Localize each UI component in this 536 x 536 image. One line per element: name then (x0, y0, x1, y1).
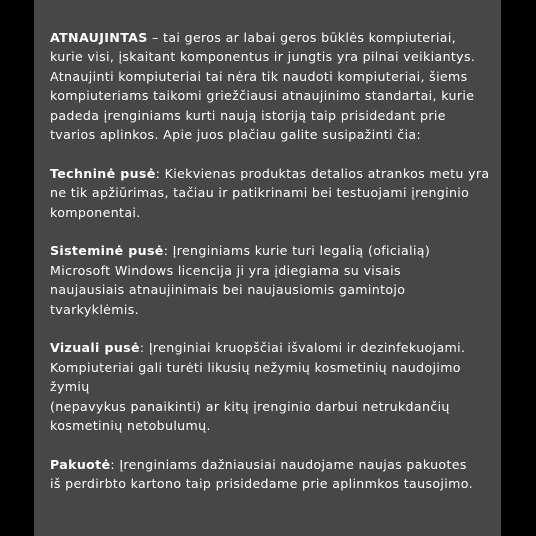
vizuali-puse-heading: Vizuali pusė (50, 340, 140, 356)
text-line: naujausiais atnaujinimais bei naujausiomis gamintojo (50, 282, 406, 298)
text-line: (nepavykus panaikinti) ar kitų įrenginio darbui netrukdančių (50, 398, 450, 414)
description-panel (34, 0, 501, 536)
systemine-puse-heading: Sisteminė pusė (50, 243, 164, 259)
text-span: : Kiekvienas produktas detalios atrankos metu yra (155, 165, 490, 181)
technical-paragraph (50, 164, 491, 222)
text-line: Microsoft Windows licencija ji yra įdiegiama su visais (50, 262, 401, 278)
atnaujintas-heading: ATNAUJINTAS (50, 30, 148, 45)
visual-paragraph (50, 338, 491, 435)
packaging-paragraph (50, 455, 491, 494)
text-line: kosmetinių netobulumų. (50, 418, 211, 434)
system-paragraph (50, 241, 491, 319)
text-line: padeda įrenginiams kurti naują istoriją taip prisidedant prie (50, 107, 446, 123)
text-line (50, 241, 491, 260)
pakuote-heading: Pakuotė (50, 456, 111, 472)
text-span: : Įrenginiams kurie turi legalią (oficialią) (163, 243, 431, 259)
text-line (50, 28, 491, 47)
text-line: tvarkyklėmis. (50, 301, 140, 317)
text-line (50, 338, 491, 357)
text-line: Kompiuteriai gali turėti likusių nežymių kosmetinių naudojimo žymių (50, 359, 461, 395)
text-line: kompiuteriams taikomi griežčiausi atnaujinimo standartai, kurie (50, 88, 475, 104)
text-line (50, 455, 491, 474)
text-line: ne tik apžiūrimas, tačiau ir patikrinami bei testuojami įrenginio (50, 185, 470, 201)
text-span: : Įrenginiai kruopščiai išvalomi ir dezinfekuojami. (139, 340, 466, 356)
techine-puse-heading: Techninė pusė (50, 165, 156, 181)
text-line: tvarios aplinkos. Apie juos plačiau galite susipažinti čia: (50, 127, 422, 143)
text-line: kurie visi, įskaitant komponentus ir jungtis yra pilnai veikiantys. (50, 49, 476, 65)
text-line (50, 164, 491, 183)
intro-paragraph (50, 28, 491, 144)
text-line: Atnaujinti kompiuteriai tai nėra tik naudoti kompiuteriai, šiems (50, 68, 468, 84)
text-span: – tai geros ar labai geros būklės kompiuteriai, (147, 30, 457, 45)
text-line: komponentai. (50, 204, 141, 220)
text-span: : Įrenginiams dažniausiai naudojame naujas pakuotes (110, 456, 467, 472)
text-line: iš perdirbto kartono taip prisidedame prie aplinmkos tausojimo. (50, 476, 473, 492)
